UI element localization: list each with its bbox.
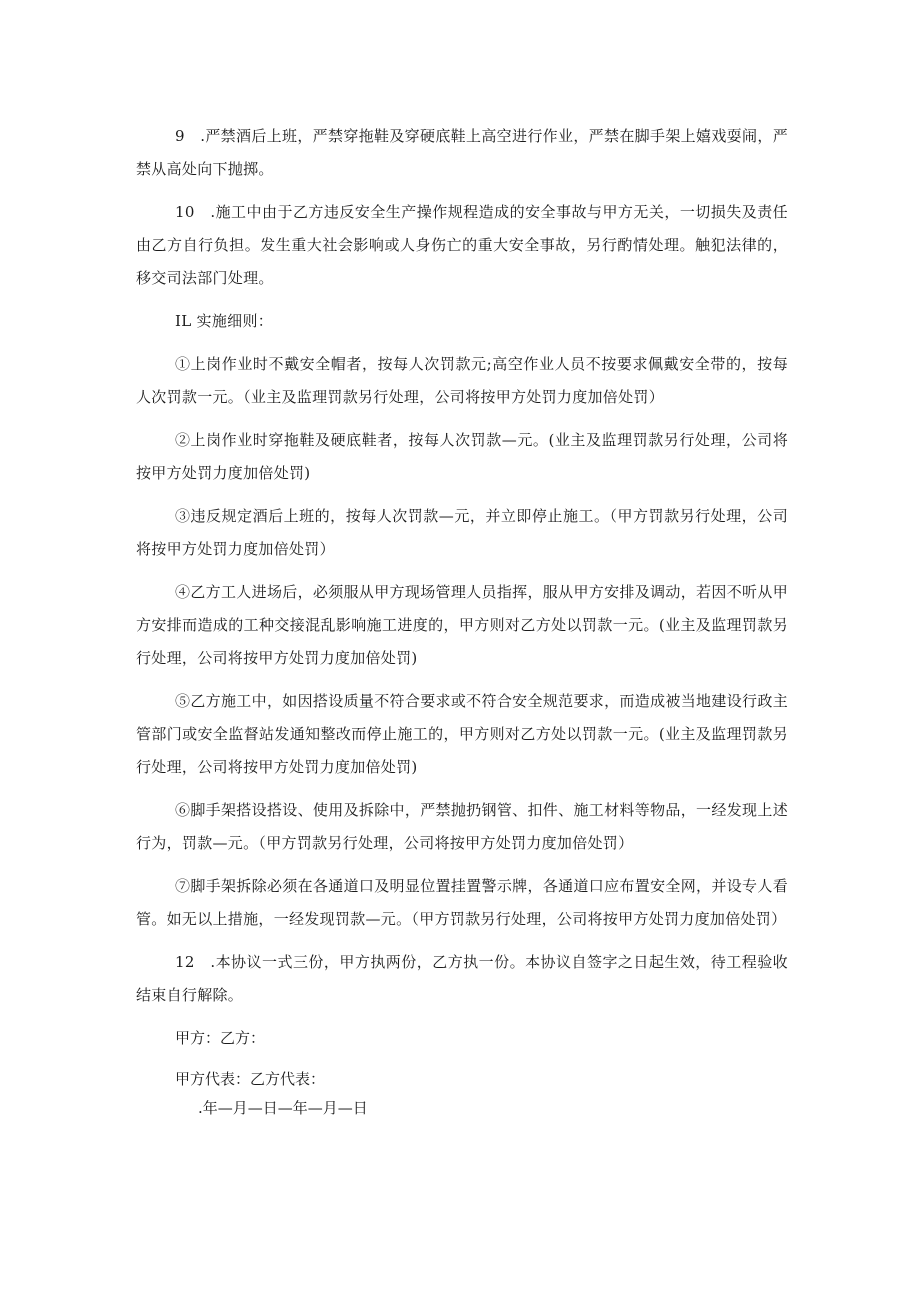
rule-7: ⑦脚手架拆除必须在各通道口及明显位置挂置警示牌，各通道口应布置安全网，并设专人看管。如无以上措施，一经发现罚款—元。（甲方罚款另行处理，公司将按甲方处罚力度加倍处罚） <box>136 877 788 928</box>
signature-parties: 甲方：乙方： <box>175 1029 266 1047</box>
clause-9: 9 .严禁酒后上班，严禁穿拖鞋及穿硬底鞋上高空进行作业，严禁在脚手架上嬉戏耍闹，严禁从高处向下抛掷。 <box>136 127 788 178</box>
rule-6: ⑥脚手架搭设搭设、使用及拆除中，严禁抛扔钢管、扣件、施工材料等物品，一经发现上述行为，罚款—元。（甲方罚款另行处理，公司将按甲方处罚力度加倍处罚） <box>136 801 788 852</box>
signature-representatives: 甲方代表：乙方代表： <box>175 1070 326 1088</box>
rule-5: ⑤乙方施工中，如因搭设质量不符合要求或不符合安全规范要求，而造成被当地建设行政主管部门或安全监督站发通知整改而停止施工的，甲方则对乙方处以罚款一元。(业主及监理罚款另行处理，公司将按甲方处罚力度加倍处罚) <box>136 692 788 776</box>
signature-date-line: .年—月—日—年—月—日 <box>198 1099 368 1117</box>
rule-4: ④乙方工人进场后，必须服从甲方现场管理人员指挥，服从甲方安排及调动，若因不听从甲方安排而造成的工种交接混乱影响施工进度的，甲方则对乙方处以罚款一元。(业主及监理罚款另行处理，公司将按甲方处罚力度加倍处罚) <box>136 583 788 667</box>
clause-11-heading: IL 实施细则： <box>175 312 274 330</box>
clause-10: 10 .施工中由于乙方违反安全生产操作规程造成的安全事故与甲方无关，一切损失及责任由乙方自行负担。发生重大社会影响或人身伤亡的重大安全事故，另行酌情处理。触犯法律的，移交司法部门处理。 <box>136 203 788 287</box>
rule-2: ②上岗作业时穿拖鞋及硬底鞋者，按每人次罚款—元。(业主及监理罚款另行处理，公司将按甲方处罚力度加倍处罚) <box>136 431 788 482</box>
document-body <box>136 120 788 1120</box>
rule-1: ①上岗作业时不戴安全帽者，按每人次罚款元;高空作业人员不按要求佩戴安全带的，按每人次罚款一元。（业主及监理罚款另行处理，公司将按甲方处罚力度加倍处罚） <box>136 355 788 406</box>
rule-3: ③违反规定酒后上班的，按每人次罚款—元，并立即停止施工。（甲方罚款另行处理，公司将按甲方处罚力度加倍处罚） <box>136 507 788 558</box>
clause-12: 12 .本协议一式三份，甲方执两份，乙方执一份。本协议自签字之日起生效，待工程验收结束自行解除。 <box>136 953 788 1004</box>
